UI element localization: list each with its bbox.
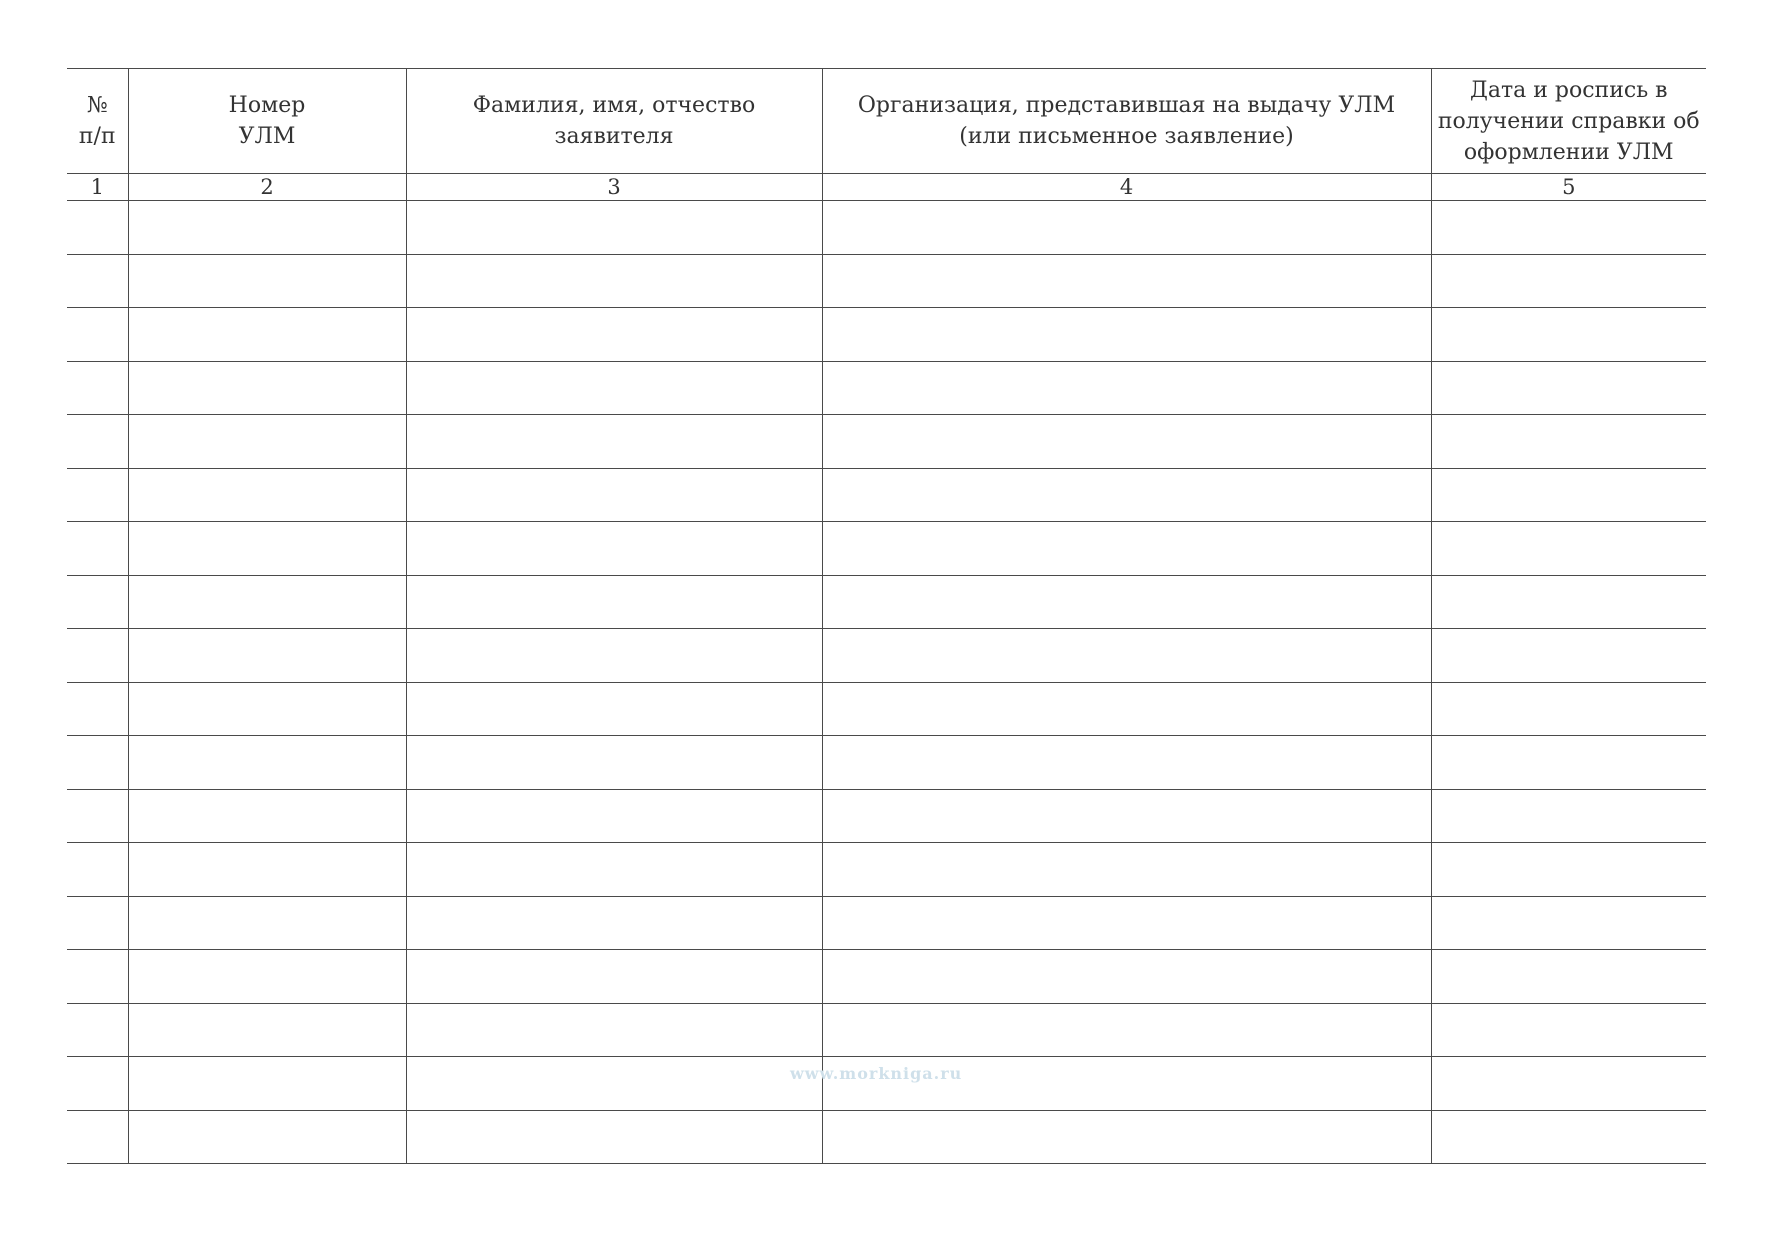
table-cell[interactable]	[822, 843, 1431, 897]
table-cell[interactable]	[406, 629, 822, 683]
table-row	[67, 736, 1706, 790]
table-cell[interactable]	[128, 896, 406, 950]
table-cell[interactable]	[406, 201, 822, 255]
table-cell[interactable]	[822, 308, 1431, 362]
table-cell[interactable]	[822, 415, 1431, 469]
table-row	[67, 1057, 1706, 1111]
table-cell[interactable]	[406, 254, 822, 308]
table-cell[interactable]	[128, 1057, 406, 1111]
table-cell[interactable]	[822, 361, 1431, 415]
table-row	[67, 308, 1706, 362]
table-cell[interactable]	[406, 789, 822, 843]
table-row	[67, 950, 1706, 1004]
table-cell[interactable]	[128, 789, 406, 843]
table-cell[interactable]	[1431, 522, 1706, 576]
table-cell[interactable]	[67, 736, 128, 790]
table-cell[interactable]	[67, 1057, 128, 1111]
table-cell[interactable]	[67, 415, 128, 469]
header-row	[67, 69, 1706, 174]
watermark: www.morkniga.ru	[790, 1064, 963, 1083]
table-cell[interactable]	[128, 1110, 406, 1164]
table-cell[interactable]	[406, 843, 822, 897]
table-cell[interactable]	[67, 843, 128, 897]
table-cell[interactable]	[67, 682, 128, 736]
table-row	[67, 201, 1706, 255]
table-cell[interactable]	[822, 789, 1431, 843]
table-row	[67, 896, 1706, 950]
table-cell[interactable]	[406, 1003, 822, 1057]
table-cell[interactable]	[1431, 254, 1706, 308]
table-cell[interactable]	[822, 522, 1431, 576]
table-cell[interactable]	[822, 950, 1431, 1004]
table-cell[interactable]	[128, 254, 406, 308]
table-cell[interactable]	[128, 468, 406, 522]
table-cell[interactable]	[128, 843, 406, 897]
table-cell[interactable]	[128, 522, 406, 576]
table-cell[interactable]	[406, 1057, 822, 1111]
table-cell[interactable]	[128, 629, 406, 683]
table-cell[interactable]	[128, 682, 406, 736]
table-cell[interactable]	[128, 415, 406, 469]
table-cell[interactable]	[406, 682, 822, 736]
table-row	[67, 1110, 1706, 1164]
table-cell[interactable]	[822, 254, 1431, 308]
table-cell[interactable]	[822, 201, 1431, 255]
table-cell[interactable]	[1431, 361, 1706, 415]
table-row	[67, 361, 1706, 415]
table-cell[interactable]	[406, 1110, 822, 1164]
table-cell[interactable]	[1431, 415, 1706, 469]
table-cell[interactable]	[128, 575, 406, 629]
table-cell[interactable]	[67, 522, 128, 576]
table-cell[interactable]	[67, 789, 128, 843]
table-cell[interactable]	[822, 896, 1431, 950]
table-cell[interactable]	[1431, 1110, 1706, 1164]
column-number: 1	[67, 174, 128, 201]
table-row	[67, 522, 1706, 576]
table-cell[interactable]	[67, 1003, 128, 1057]
table-cell[interactable]	[406, 575, 822, 629]
table-cell[interactable]	[67, 308, 128, 362]
table-cell[interactable]	[406, 522, 822, 576]
table-cell[interactable]	[1431, 896, 1706, 950]
table-cell[interactable]	[67, 1110, 128, 1164]
table-row	[67, 415, 1706, 469]
table-cell[interactable]	[822, 1110, 1431, 1164]
table-cell[interactable]	[67, 950, 128, 1004]
table-cell[interactable]	[1431, 575, 1706, 629]
table-cell[interactable]	[1431, 629, 1706, 683]
table-cell[interactable]	[128, 308, 406, 362]
table-cell[interactable]	[406, 415, 822, 469]
table-cell[interactable]	[67, 575, 128, 629]
column-number: 4	[822, 174, 1431, 201]
table-cell[interactable]	[1431, 736, 1706, 790]
table-cell[interactable]	[822, 468, 1431, 522]
table-cell[interactable]	[822, 629, 1431, 683]
table-cell[interactable]	[1431, 682, 1706, 736]
table-row	[67, 1003, 1706, 1057]
table-row	[67, 629, 1706, 683]
header-row-number: № п/п	[67, 69, 128, 174]
table-row	[67, 254, 1706, 308]
table-row	[67, 789, 1706, 843]
column-number: 3	[406, 174, 822, 201]
table-cell[interactable]	[128, 361, 406, 415]
table-cell[interactable]	[67, 896, 128, 950]
table-cell[interactable]	[128, 736, 406, 790]
table-cell[interactable]	[406, 896, 822, 950]
table-cell[interactable]	[406, 468, 822, 522]
table-row	[67, 468, 1706, 522]
column-number: 5	[1431, 174, 1706, 201]
header-ulm-number: Номер УЛМ	[128, 69, 406, 174]
table-row	[67, 682, 1706, 736]
table-cell[interactable]	[1431, 789, 1706, 843]
table-cell[interactable]	[822, 736, 1431, 790]
table-cell[interactable]	[67, 468, 128, 522]
table-cell[interactable]	[1431, 468, 1706, 522]
column-number-row	[67, 174, 1706, 201]
register-body	[67, 201, 1706, 1164]
table-cell[interactable]	[406, 736, 822, 790]
table-cell[interactable]	[406, 950, 822, 1004]
table-cell[interactable]	[406, 361, 822, 415]
table-cell[interactable]	[128, 1003, 406, 1057]
table-cell[interactable]	[822, 575, 1431, 629]
column-number: 2	[128, 174, 406, 201]
table-cell[interactable]	[1431, 1057, 1706, 1111]
register-table	[67, 68, 1706, 1164]
table-cell[interactable]	[67, 201, 128, 255]
table-cell[interactable]	[128, 201, 406, 255]
header-applicant-name: Фамилия, имя, отчество заявителя	[406, 69, 822, 174]
table-cell[interactable]	[822, 682, 1431, 736]
table-cell[interactable]	[67, 254, 128, 308]
table-cell[interactable]	[1431, 950, 1706, 1004]
table-cell[interactable]	[822, 1003, 1431, 1057]
table-cell[interactable]	[1431, 308, 1706, 362]
table-cell[interactable]	[67, 361, 128, 415]
table-cell[interactable]	[1431, 1003, 1706, 1057]
table-row	[67, 575, 1706, 629]
table-cell[interactable]	[1431, 843, 1706, 897]
table-cell[interactable]	[1431, 201, 1706, 255]
table-row	[67, 843, 1706, 897]
table-cell[interactable]	[406, 308, 822, 362]
header-date-signature: Дата и роспись в получении справки об оформлении УЛМ	[1431, 69, 1706, 174]
header-organization: Организация, представившая на выдачу УЛМ (или письменное заявление)	[822, 69, 1431, 174]
table-cell[interactable]	[128, 950, 406, 1004]
table-cell[interactable]	[67, 629, 128, 683]
table-cell[interactable]	[822, 1057, 1431, 1111]
